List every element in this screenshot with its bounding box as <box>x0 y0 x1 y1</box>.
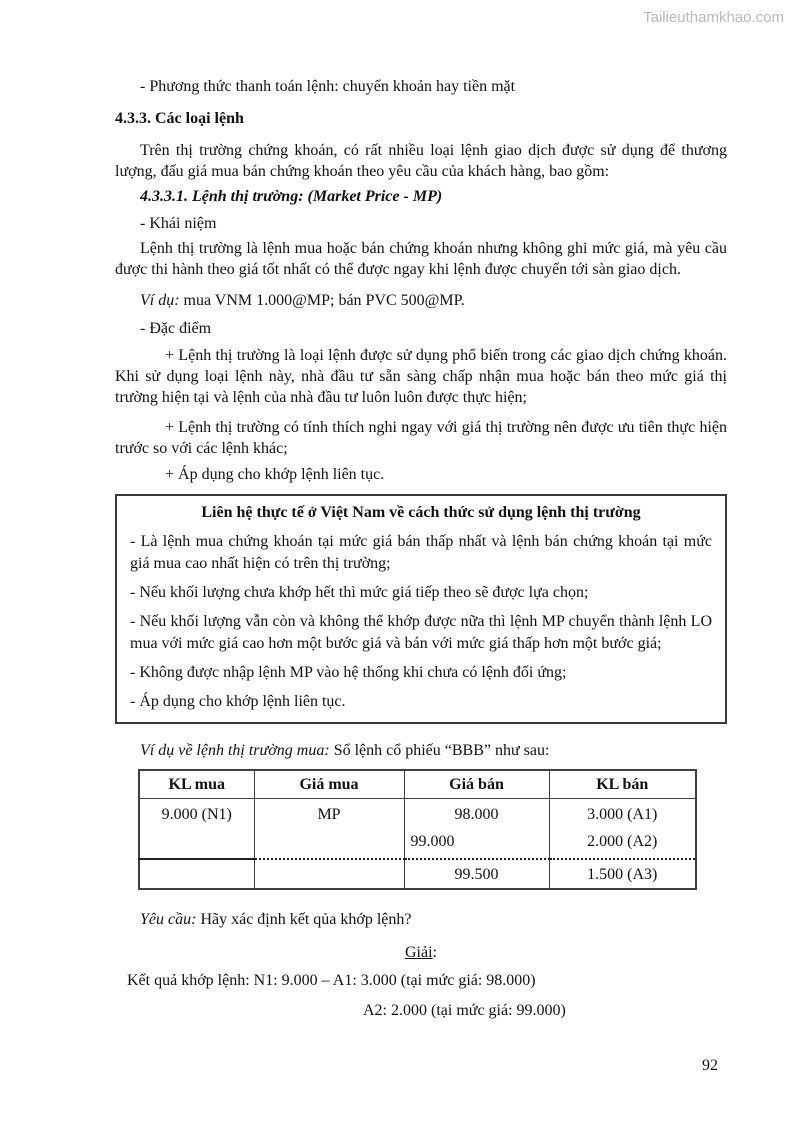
table-row <box>139 798 696 859</box>
practice-note-item: - Áp dụng cho khớp lệnh liên tục. <box>130 693 346 710</box>
heading-section-433: 4.3.3. Các loại lệnh <box>115 110 244 127</box>
cell-gia-mua: MP <box>254 798 404 859</box>
example-text: mua VNM 1.000@MP; bán PVC 500@MP. <box>179 292 465 309</box>
cell-gia-ban-2: 99.500 <box>404 859 549 889</box>
header-gia-ban: Giá bán <box>404 770 549 798</box>
practice-note-item: - Nếu khối lượng chưa khớp hết thì mức giá tiếp theo sẽ được lựa chọn; <box>130 584 589 601</box>
header-gia-mua: Giá mua <box>254 770 404 798</box>
solution-heading <box>115 942 727 963</box>
paragraph-example <box>115 290 727 311</box>
page-content <box>115 76 727 1021</box>
qty-a2: 2.000 (A2) <box>587 832 658 850</box>
requirement-text: Hãy xác định kết qủa khớp lệnh? <box>196 910 412 928</box>
cell-kl-ban-2: 1.500 (A3) <box>549 859 696 889</box>
table-intro <box>115 740 727 761</box>
practice-note-box <box>115 494 727 724</box>
paragraph-feature-3: + Áp dụng cho khớp lệnh liên tục. <box>165 466 385 483</box>
heading-subsection-4331: 4.3.3.1. Lệnh thị trường: (Market Price - MP) <box>140 188 443 205</box>
paragraph-feature-2: + Lệnh thị trường có tính thích nghi ngay với giá thị trường nên được ưu tiên thực hiện trước so với các lệnh khác; <box>115 419 727 457</box>
paragraph-intro: Trên thị trường chứng khoán, có rất nhiều loại lệnh giao dịch được sử dụng để thương lượng, đấu giá mua bán chứng khoán theo yêu cầu của khách hàng, bao gồm: <box>115 142 727 180</box>
cell-gia-ban <box>404 798 549 859</box>
price-99000: 99.000 <box>410 832 455 850</box>
paragraph-definition: Lệnh thị trường là lệnh mua hoặc bán chứng khoán nhưng không ghi mức giá, mà yêu cầu được thi hành theo giá tốt nhất có thể được ngay khi lệnh được chuyển tới sàn giao dịch. <box>115 240 727 278</box>
paragraph-dac-diem: - Đặc điểm <box>140 320 212 337</box>
practice-note-item: - Là lệnh mua chứng khoán tại mức giá bán thấp nhất và lệnh bán chứng khoán tại mức giá mua cao nhất hiện có trên thị trường; <box>130 533 712 572</box>
table-row <box>139 859 696 889</box>
order-book-table <box>138 769 697 890</box>
giai-label: Giải <box>405 943 433 961</box>
giai-colon: : <box>432 943 437 961</box>
paragraph-requirement <box>115 909 727 930</box>
cell-kl-mua-empty <box>139 859 254 889</box>
table-intro-rest: Sổ lệnh cổ phiếu “BBB” như sau: <box>329 742 550 759</box>
header-kl-ban: KL bán <box>549 770 696 798</box>
paragraph-feature-1: + Lệnh thị trường là loại lệnh được sử dụng phổ biến trong các giao dịch chứng khoán. Khi sử dụng loại lệnh này, nhà đầu tư sẵn sàng chấp nhận mua hoặc bán theo mức giá thị trường hiện tại và lệnh của nhà đầu tư luôn luôn được thực hiện; <box>115 347 727 406</box>
table-header-row <box>139 770 696 798</box>
practice-note-item: - Nếu khối lượng vẫn còn và không thể khớp được nữa thì lệnh MP chuyển thành lệnh LO mua với mức giá cao hơn một bước giá và bán với mức giá thấp hơn một bước giá; <box>130 613 712 652</box>
header-kl-mua: KL mua <box>139 770 254 798</box>
requirement-label: Yêu cầu: <box>140 910 197 928</box>
qty-a1: 3.000 (A1) <box>587 805 658 823</box>
page-number: 92 <box>702 1057 718 1074</box>
solution-result-line-1: Kết quả khớp lệnh: N1: 9.000 – A1: 3.000 (tại mức giá: 98.000) <box>127 971 536 989</box>
cell-kl-ban <box>549 798 696 859</box>
practice-note-item: - Không được nhập lệnh MP vào hệ thống khi chưa có lệnh đối ứng; <box>130 664 567 681</box>
paragraph-khai-niem: - Khái niệm <box>140 215 217 232</box>
cell-kl-mua: 9.000 (N1) <box>139 798 254 859</box>
example-label: Ví dụ: <box>140 292 180 309</box>
price-98000: 98.000 <box>454 805 499 823</box>
watermark: Tailieuthamkhao.com <box>643 9 784 26</box>
table-intro-label: Ví dụ về lệnh thị trường mua: <box>140 742 330 759</box>
cell-gia-mua-empty <box>254 859 404 889</box>
paragraph-payment-method: - Phương thức thanh toán lệnh: chuyển khoản hay tiền mặt <box>140 78 516 95</box>
solution-result-line-2: A2: 2.000 (tại mức giá: 99.000) <box>363 1001 566 1019</box>
practice-note-title: Liên hệ thực tế ở Việt Nam về cách thức sử dụng lệnh thị trường <box>201 504 641 521</box>
